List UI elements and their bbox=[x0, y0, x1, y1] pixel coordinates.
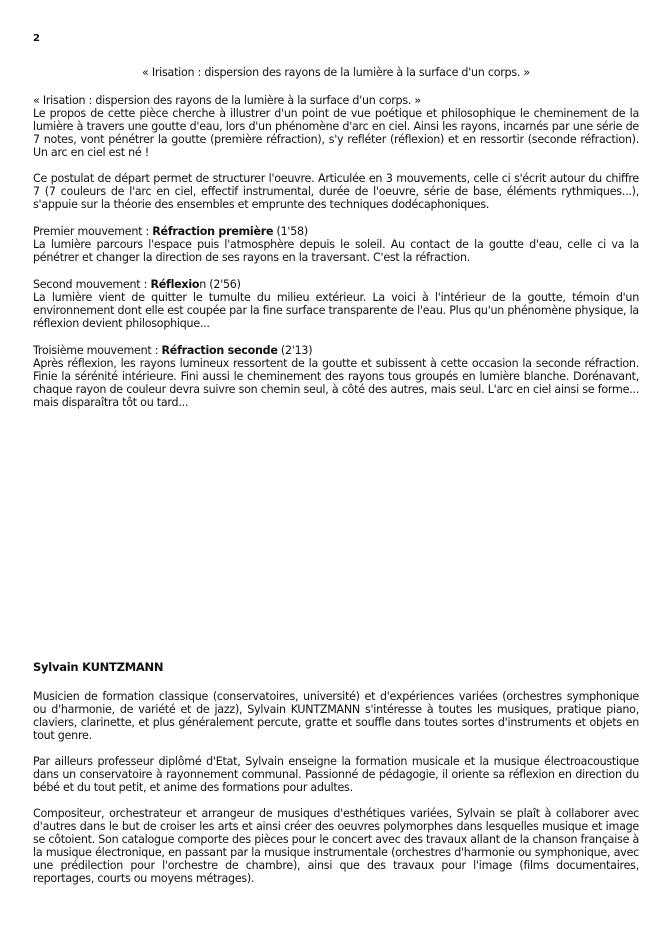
movement-2-text: La lumière vient de quitter le tumulte du milieu extérieur. La voici à l'intérieur de la goutte, témoin d'un environnement dont elle est coupée par la fine surface transparente de l'eau. Plus qu'un phénomène physique, la réflexion devient philosophique... bbox=[33, 291, 639, 330]
movement-2-prefix: Second mouvement : bbox=[33, 278, 151, 291]
movement-1-prefix: Premier mouvement : bbox=[33, 225, 153, 238]
composer-name-heading: Sylvain KUNTZMANN bbox=[33, 660, 164, 674]
bio-paragraph-1: Musicien de formation classique (conservatoires, université) et d'expériences variées (orchestres symphonique ou d'harmonie, de variété et de jazz), Sylvain KUNTZMANN s'intéresse à toutes les musiques, pratique piano, claviers, clarinette, et plus généralement percute, gratte et souffle dans toutes sortes d'instruments et objets en tout genre. bbox=[33, 690, 639, 742]
movement-2-name: Réflexio bbox=[150, 278, 200, 291]
movement-2 bbox=[33, 278, 639, 330]
bio-paragraph-2: Par ailleurs professeur diplômé d'Etat, Sylvain enseigne la formation musicale et la musique électroacoustique dans un conservatoire à rayonnement communal. Passionné de pédagogie, il oriente sa réflexion en direction du bébé et du tout petit, et anime des formations pour adultes. bbox=[33, 755, 639, 794]
movement-3 bbox=[33, 344, 639, 409]
intro-quote: « Irisation : dispersion des rayons de la lumière à la surface d'un corps. » bbox=[33, 94, 421, 107]
page-number: 2 bbox=[33, 33, 40, 44]
movement-3-duration: (2'13) bbox=[277, 344, 313, 357]
movement-3-title bbox=[33, 344, 639, 357]
movement-2-title bbox=[33, 278, 639, 291]
movement-1-text: La lumière parcours l'espace puis l'atmosphère depuis le soleil. Au contact de la goutte d'eau, celle ci va la pénétrer et changer la direction de ses rayons en la traversant. C'est la réfraction. bbox=[33, 238, 639, 264]
movement-3-name: Réfraction seconde bbox=[161, 344, 278, 357]
intro-paragraph-1: Le propos de cette pièce cherche à illustrer d'un point de vue poétique et philosophique le cheminement de la lumière à travers une goutte d'eau, lors d'un phénomène d'arc en ciel. Ainsi les rayons, incarnés par une série de 7 notes, vont pénétrer la goutte (première réfraction), s'y refléter (réflexion) et en ressortir (seconde réfraction). Un arc en ciel est né ! bbox=[33, 107, 639, 159]
movement-2-duration: (2'56) bbox=[206, 278, 241, 291]
bio-paragraph-3: Compositeur, orchestrateur et arrangeur de musiques d'esthétiques variées, Sylvain se plaît à collaborer avec d'autres dans le but de croiser les arts et ainsi créer des oeuvres polymorphes dans lesquelles musique et image se côtoient. Son catalogue comporte des pièces pour le concert avec des travaux allant de la chanson française à la musique électronique, en passant par la musique instrumentale (orchestres d'harmonie ou symphonique, avec une prédilection pour l'orchestre de chambre), ainsi que des travaux pour l'image (films documentaires, reportages, courts ou moyens métrages). bbox=[33, 807, 639, 885]
composer-biography bbox=[33, 660, 639, 898]
movement-1 bbox=[33, 225, 639, 264]
movement-3-prefix: Troisième mouvement : bbox=[33, 344, 162, 357]
movement-1-name: Réfraction première bbox=[152, 225, 274, 238]
movement-3-text: Après réflexion, les rayons lumineux ressortent de la goutte et subissent à cette occasion la seconde réfraction. Finie la sérénité intérieure. Fini aussi le cheminement des rayons tous groupés en lumière blanche. Dorénavant, chaque rayon de couleur devra suivre son chemin seul, à côté des autres, mais seul. L'arc en ciel ainsi se forme... mais disparaîtra tôt ou tard... bbox=[33, 357, 639, 409]
intro-section-2 bbox=[33, 172, 639, 211]
intro-paragraph-2: Ce postulat de départ permet de structurer l'oeuvre. Articulée en 3 mouvements, celle ci s'écrit autour du chiffre 7 (7 couleurs de l'arc en ciel, effectif instrumental, durée de l'oeuvre, série de base, éléments rythmiques...), s'appuie sur la théorie des ensembles et emprunte des techniques dodécaphoniques. bbox=[33, 172, 639, 211]
program-notes bbox=[33, 94, 639, 409]
movement-2-name-tail: n bbox=[199, 278, 207, 291]
movement-1-title bbox=[33, 225, 639, 238]
movement-1-duration: (1'58) bbox=[273, 225, 308, 238]
intro-section bbox=[33, 94, 639, 159]
epigraph-quote: « Irisation : dispersion des rayons de la lumière à la surface d'un corps. » bbox=[142, 66, 530, 79]
